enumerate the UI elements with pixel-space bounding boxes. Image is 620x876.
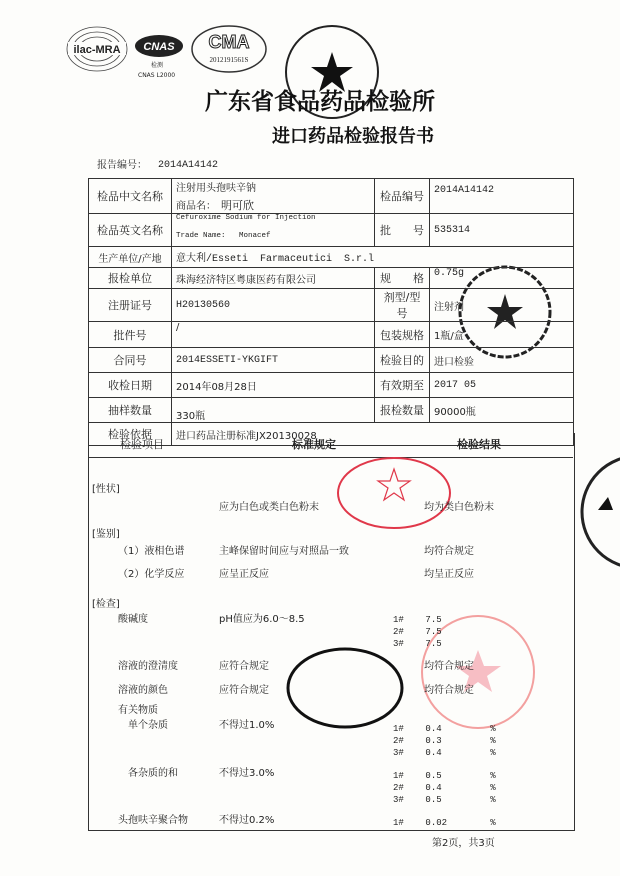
cma-logo (190, 24, 268, 74)
contract-label: 合同号 (89, 348, 172, 373)
id1-std: 主峰保留时间应与对照品一致 (219, 546, 349, 557)
purpose: 进口检验 (430, 348, 574, 373)
value-text: 0.4 (425, 724, 442, 734)
trade-name-en-label: Trade Name: (176, 232, 226, 240)
ilac-text: ilac-MRA (73, 44, 121, 56)
report-no-label: 报告编号： (97, 160, 147, 171)
color-res: 均符合规定 (424, 685, 474, 696)
cma-number: 2012191561S (209, 56, 249, 64)
red-qa-seal-stamp (335, 455, 453, 531)
cn-name: 注射用头孢呋辛钠 (176, 183, 256, 194)
appearance-std: 应为白色或类白色粉末 (219, 502, 319, 513)
dosage-label: 剂型/型号 (375, 289, 430, 322)
total-values (393, 770, 496, 806)
expiry-label: 有效期至 (375, 373, 430, 398)
cn-name-label: 检品中文名称 (89, 179, 172, 214)
polymer-values (393, 817, 496, 829)
received: 2014年08月28日 (172, 373, 375, 398)
value-text: 2# (393, 736, 404, 746)
total: 各杂质的和 (128, 768, 178, 779)
single: 单个杂质 (128, 720, 168, 731)
clarity-res: 均符合规定 (424, 661, 474, 672)
reg-no: H20130560 (172, 289, 375, 322)
value-text: % (490, 748, 496, 758)
value-text: 0.02 (425, 818, 448, 828)
trade-name-en: Monacef (239, 232, 271, 240)
package-label: 包装规格 (375, 322, 430, 348)
batch-label: 批 号 (375, 214, 430, 247)
spec-label: 规 格 (375, 268, 430, 289)
basis-label: 检验依据 (89, 423, 172, 446)
cnas-sub2: CNAS L2000 (138, 72, 176, 79)
sec-identification: [鉴别] (92, 529, 120, 540)
ilac-mra-logo (62, 24, 132, 74)
value-text: 3# (393, 795, 404, 805)
ph-value: 7.5 (425, 615, 442, 625)
cma-text: CMA (208, 32, 250, 52)
purpose-label: 检验目的 (375, 348, 430, 373)
ph: 酸碱度 (118, 614, 148, 625)
single-values (393, 723, 496, 759)
trade-name-cn: 明可欣 (221, 199, 254, 212)
reg-no-label: 注册证号 (89, 289, 172, 322)
clarity-std: 应符合规定 (219, 661, 269, 672)
sample-no: 2014A14142 (430, 179, 574, 214)
sample-index: 2# (393, 627, 404, 637)
value-text: 2# (393, 783, 404, 793)
ph-value: 7.5 (425, 627, 442, 637)
report-title: 进口药品检验报告书 (272, 126, 434, 147)
declared-qty: 90000瓶 (430, 398, 574, 423)
sample-info-table (88, 178, 574, 446)
value-text: 0.4 (425, 783, 442, 793)
color-std: 应符合规定 (219, 685, 269, 696)
en-name: Cefuroxime Sodium for Injection (176, 214, 316, 222)
col-item: 检验项目 (120, 438, 164, 451)
value-text: % (490, 771, 496, 781)
id2-std: 应呈正反应 (219, 569, 269, 580)
id2-res: 均呈正反应 (424, 569, 474, 580)
cnas-sub1: 检测 (151, 62, 164, 69)
dosage: 注射剂 (430, 289, 574, 322)
id2: （2）化学反应 (118, 569, 185, 580)
appearance-res: 均为类白色粉末 (424, 502, 494, 513)
polymer: 头孢呋辛聚合物 (118, 815, 188, 826)
id1-res: 均符合规定 (424, 546, 474, 557)
expiry: 2017 05 (430, 373, 574, 398)
spec: 0.75g (430, 268, 574, 289)
report-no: 2014A14142 (158, 160, 219, 171)
value-text: % (490, 818, 496, 828)
sample-no-label: 检品编号 (375, 179, 430, 214)
value-text: 1# (393, 771, 404, 781)
edge-seal-stamp (578, 452, 620, 572)
trade-name-cn-label: 商品名： (176, 201, 211, 212)
page-number: 第2页，共3页 (432, 838, 495, 849)
value-text: 0.5 (425, 795, 442, 805)
value-text: 1# (393, 818, 404, 828)
contract: 2014ESSETI-YKGIFT (172, 348, 375, 373)
single-std: 不得过1.0% (219, 720, 275, 731)
value-text: % (490, 736, 496, 746)
approval-label: 批件号 (89, 322, 172, 348)
black-qa-seal-stamp (285, 645, 405, 731)
declared-qty-label: 报检数量 (375, 398, 430, 423)
col-result: 检验结果 (457, 438, 501, 451)
sample-qty-label: 抽样数量 (89, 398, 172, 423)
polymer-std: 不得过0.2% (219, 815, 275, 826)
cnas-logo (133, 32, 185, 60)
value-text: % (490, 795, 496, 805)
manufacturer: 意大利/Esseti Farmaceutici S.r.l (172, 247, 574, 268)
package: 1瓶/盒 (430, 322, 574, 348)
sample-index: 3# (393, 639, 404, 649)
clarity: 溶液的澄清度 (118, 661, 178, 672)
approval: / (172, 322, 375, 348)
applicant: 珠海经济特区粤康医药有限公司 (172, 268, 375, 289)
col-standard: 标准规定 (292, 438, 336, 451)
manufacturer-label: 生产单位/产地 (89, 247, 172, 268)
value-text: 0.4 (425, 748, 442, 758)
value-text: 3# (393, 748, 404, 758)
color: 溶液的颜色 (118, 685, 168, 696)
en-name-label: 检品英文名称 (89, 214, 172, 247)
sample-qty: 330瓶 (172, 398, 375, 423)
batch: 535314 (430, 214, 574, 247)
institute-name: 广东省食品药品检验所 (205, 88, 435, 115)
sample-index: 1# (393, 615, 404, 625)
value-text: 1# (393, 724, 404, 734)
value-text: 0.3 (425, 736, 442, 746)
value-text: % (490, 783, 496, 793)
related: 有关物质 (118, 705, 158, 716)
value-text: 0.5 (425, 771, 442, 781)
ph-value: 7.5 (425, 639, 442, 649)
received-label: 收检日期 (89, 373, 172, 398)
sec-tests: [检查] (92, 599, 120, 610)
id1: （1）液相色谱 (118, 546, 185, 557)
total-std: 不得过3.0% (219, 768, 275, 779)
ph-values (393, 614, 442, 650)
ph-std: pH值应为6.0～8.5 (219, 614, 305, 625)
sec-appearance: [性状] (92, 484, 120, 495)
applicant-label: 报检单位 (89, 268, 172, 289)
value-text: % (490, 724, 496, 734)
basis: 进口药品注册标准JX20130028 (172, 423, 574, 446)
cnas-text: CNAS (143, 41, 175, 53)
